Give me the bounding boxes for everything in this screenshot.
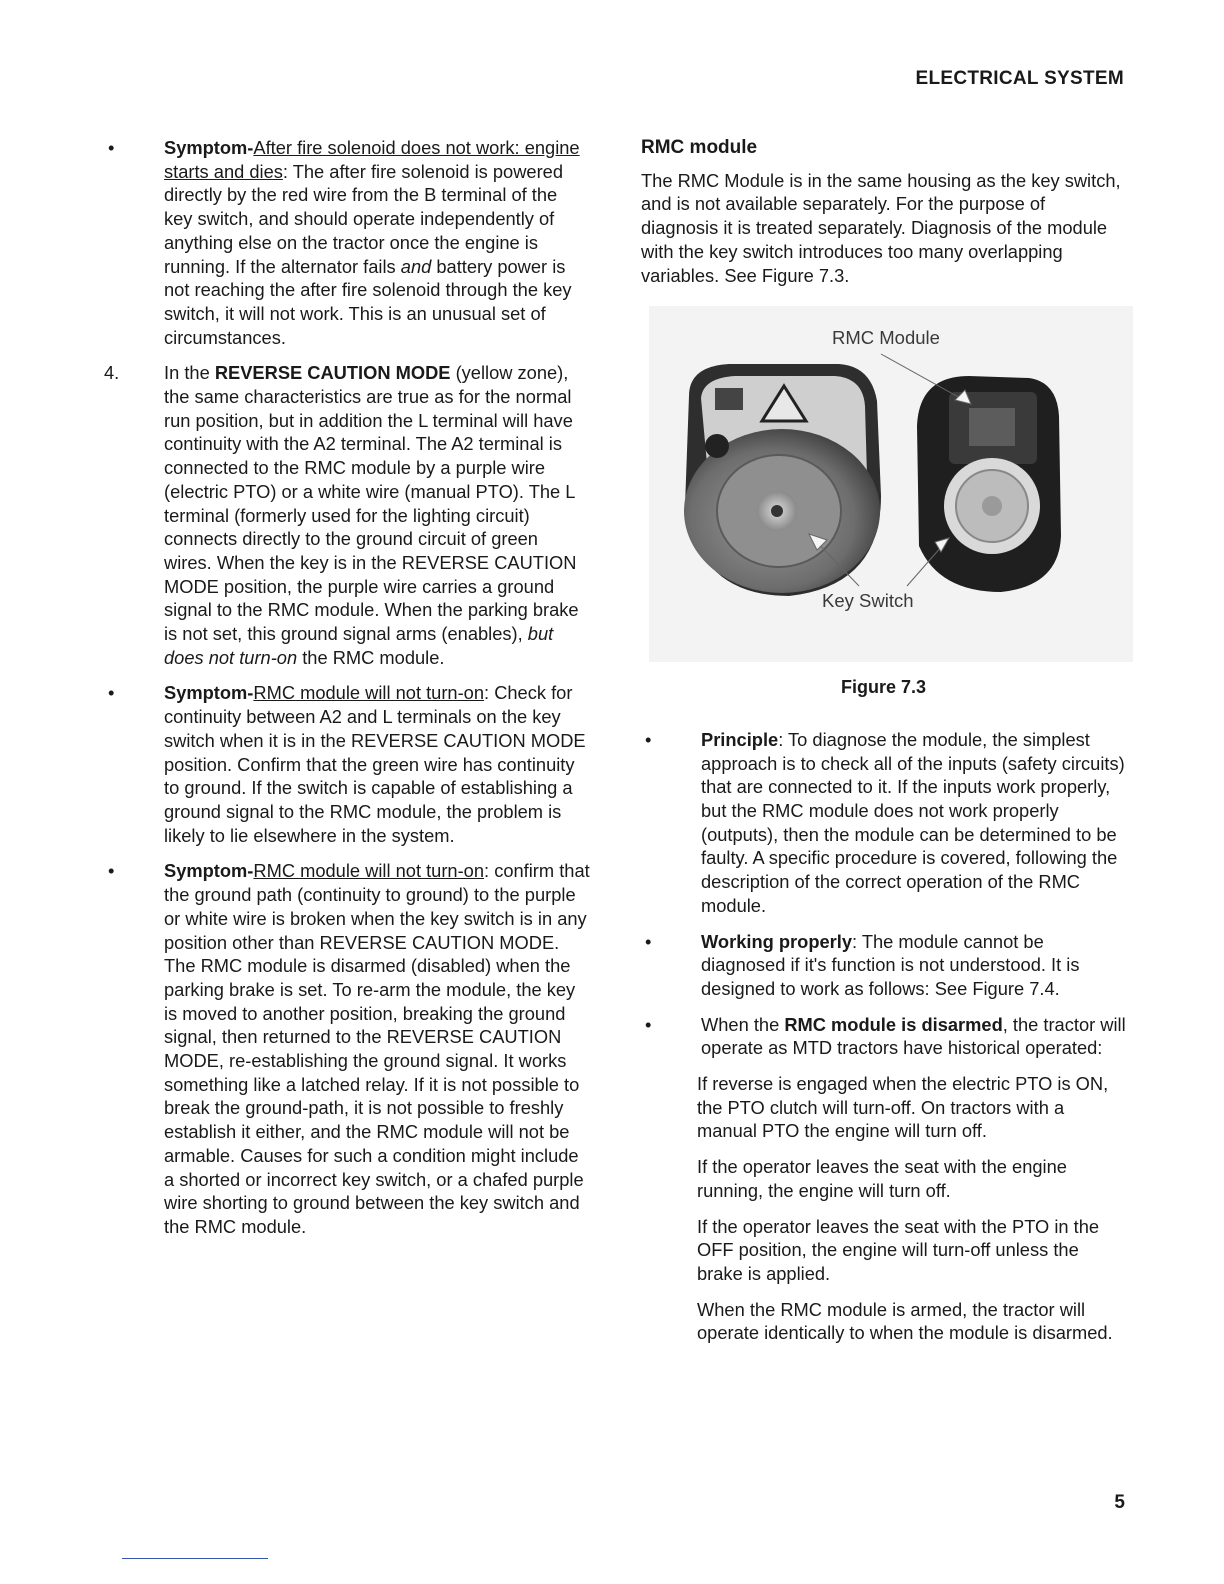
item-underlined-title: RMC module will not turn-on	[253, 860, 485, 882]
rmc-disarmed-item	[641, 1013, 1126, 1060]
item-text: : Check for continuity between A2 and L terminals on the key switch when it is in the REVERSE CAUTION MODE position. Confirm that the green wire has continuity to ground. If the switch is capable of establishing a ground signal to the RMC module, the problem is likely to lie elsewhere in the system.	[164, 682, 586, 846]
item-text: : The module cannot be diagnosed if it's function is not understood. It is designed to work as follows: See Figure 7.4.	[701, 930, 1080, 999]
sub-paragraph: If reverse is engaged when the electric PTO is ON, the PTO clutch will turn-off. On tractors with a manual PTO the engine will turn off.	[697, 1073, 1109, 1142]
item-underlined-title: After fire solenoid does not work: engine starts and dies	[164, 137, 580, 182]
item-text: battery power is not reaching the after fire solenoid through the key switch, it will not work. This is an unusual set of circumstances.	[164, 255, 572, 348]
principle-item	[641, 728, 1126, 918]
item-text: : To diagnose the module, the simplest approach is to check all of the inputs (safety circuits) that are connected to it. If the inputs work properly, but the RMC module does not work properly (outputs), then the module can be determined to be faulty. A specific procedure is covered, following the description of the correct operation of the RMC module.	[701, 728, 1125, 916]
bullet-marker: •	[645, 930, 652, 952]
page-number: 5	[1114, 1492, 1125, 1513]
symptom-rmc-check-item	[104, 681, 590, 847]
item-underlined-title: RMC module will not turn-on	[253, 682, 485, 704]
item-label: Symptom-	[164, 682, 254, 704]
reverse-caution-mode-item	[104, 361, 590, 669]
item-text: : The after fire solenoid is powered directly by the red wire from the B terminal of the key switch, and should operate independently of anything else on the tractor once the engine is running. If the alternator fails	[164, 160, 564, 277]
working-properly-item	[641, 930, 1126, 1001]
item-bold: REVERSE CAUTION MODE	[214, 362, 451, 384]
item-label: Working properly	[701, 930, 853, 952]
number-marker: 4.	[104, 362, 120, 384]
key-switch-label: Key Switch	[822, 590, 914, 612]
section-heading: RMC module	[641, 137, 758, 158]
bullet-marker: •	[108, 682, 115, 704]
item-label: Principle	[701, 728, 779, 750]
item-text: (yellow zone), the same characteristics are true as for the normal run position, but in addition the L terminal will have continuity with the A2 terminal. The A2 terminal is connected to the RMC module by a purple wire (electric PTO) or a white wire (manual PTO). The L terminal (formerly used for the lighting circuit) connects directly to the ground circuit of green wires. When the key is in the REVERSE CAUTION MODE position, the purple wire carries a ground signal to the RMC module. When the parking brake is not set, this ground signal arms (enables),	[164, 362, 579, 645]
figure-caption: Figure 7.3	[840, 677, 927, 698]
bullet-marker: •	[645, 728, 652, 750]
intro-paragraph: The RMC Module is in the same housing as the key switch, and is not available separately. For the purpose of diagnosis it is treated separately. Diagnosis of the module with the key switch introduces too many overlapping variables. See Figure 7.3.	[641, 169, 1121, 286]
item-text: the RMC module.	[297, 646, 445, 668]
symptom-after-fire-item	[104, 136, 590, 349]
symptom-rmc-confirm-item	[104, 859, 590, 1238]
item-bold: RMC module is disarmed	[784, 1013, 1003, 1035]
item-text: In the	[164, 362, 215, 384]
bullet-marker: •	[108, 860, 115, 882]
item-text: When the	[701, 1013, 785, 1035]
item-italic: and	[400, 255, 432, 277]
sub-paragraph: When the RMC module is armed, the tractor will operate identically to when the module is disarmed.	[697, 1298, 1113, 1344]
sub-paragraph: If the operator leaves the seat with the PTO in the OFF position, the engine will turn-off unless the brake is applied.	[697, 1215, 1100, 1284]
sub-paragraph: If the operator leaves the seat with the engine running, the engine will turn off.	[697, 1156, 1067, 1201]
rmc-module-label: RMC Module	[832, 327, 940, 349]
bullet-marker: •	[645, 1013, 652, 1035]
item-text: : confirm that the ground path (continuity to ground) to the purple or white wire is broken when the key switch is in any position other than REVERSE CAUTION MODE. The RMC module is disarmed (disabled) when the parking brake is set. To re-arm the module, the key is moved to another position, breaking the ground signal, then returned to the REVERSE CAUTION MODE, re-establishing the ground signal. It works something like a latched relay. If it is not possible to break the ground-path, it is not possible to freshly establish it either, and the RMC module will not be armable. Causes for such a condition might include a shorted or incorrect key switch, or a chafed purple wire shorting to ground between the key switch and the RMC module.	[164, 860, 590, 1237]
running-header: ELECTRICAL SYSTEM	[915, 68, 1124, 89]
right-column	[641, 136, 1126, 1357]
item-text: , the tractor will operate as MTD tractors have historical operated:	[701, 1013, 1126, 1059]
bullet-marker: •	[108, 137, 115, 158]
key-switch-photo	[649, 306, 1133, 662]
item-label: Symptom-	[164, 137, 254, 158]
item-italic: but does not turn-on	[164, 623, 554, 668]
footer-rule	[122, 1558, 268, 1559]
item-label: Symptom-	[164, 860, 254, 882]
left-column	[104, 136, 590, 1251]
